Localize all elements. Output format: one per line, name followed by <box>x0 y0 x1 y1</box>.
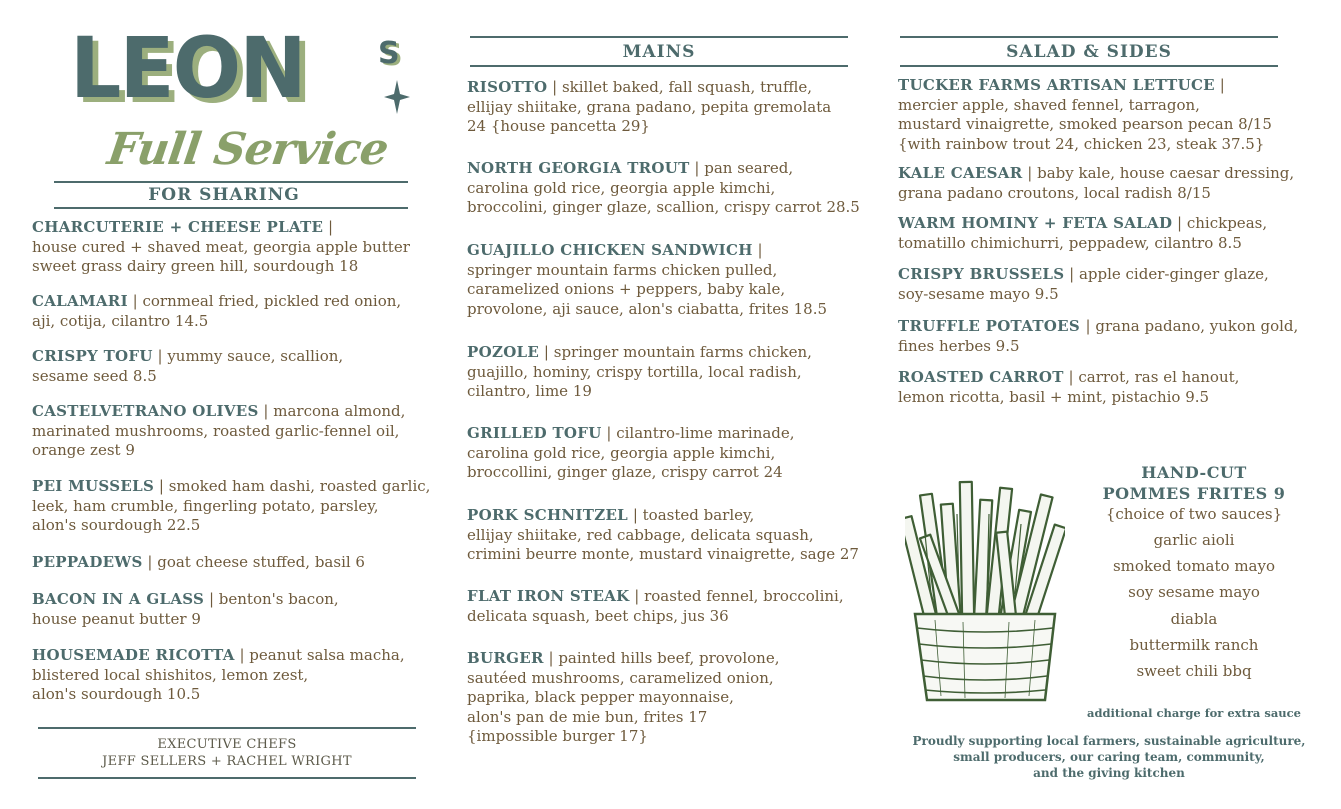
menu-item-description: baby kale, house caesar dressing, <box>1037 164 1295 182</box>
sauce-option: garlic aioli <box>1153 531 1235 549</box>
separator: | <box>1214 76 1225 94</box>
menu-item-description: guajillo, hominy, crispy tortilla, local radish, <box>467 362 802 381</box>
menu-item-description: grana padano croutons, local radish 8/15 <box>898 183 1211 202</box>
section-title-mains: MAINS <box>622 42 696 62</box>
menu-item-description: sweet grass dairy green hill, sourdough 18 <box>32 257 359 275</box>
menu-item <box>467 78 831 137</box>
separator: | <box>258 402 274 420</box>
separator: | <box>204 590 219 608</box>
footer-line: and the giving kitchen <box>1033 766 1185 780</box>
chefs-title: EXECUTIVE CHEFS <box>157 737 297 752</box>
menu-item-description: painted hills beef, provolone, <box>558 649 780 667</box>
menu-item-name: GRILLED TOFU <box>467 424 602 442</box>
menu-item-name: ROASTED CARROT <box>898 368 1064 386</box>
separator: | <box>234 646 250 664</box>
menu-item <box>898 164 1294 203</box>
menu-item-line <box>32 292 401 312</box>
menu-item-description: roasted fennel, broccolini, <box>644 587 844 605</box>
menu-item <box>32 590 339 629</box>
menu-item <box>467 343 812 402</box>
chefs-names: JEFF SELLERS + RACHEL WRIGHT <box>102 754 352 769</box>
menu-item-description: paprika, black pepper mayonnaise, <box>467 688 734 706</box>
menu-item-description: marinated mushrooms, roasted garlic-fennel oil, <box>32 421 400 440</box>
section-title-sharing: FOR SHARING <box>148 185 300 205</box>
menu-item-description: carolina gold rice, georgia apple kimchi, <box>467 443 776 462</box>
divider <box>38 727 416 729</box>
separator: | <box>1063 368 1079 386</box>
separator: | <box>152 347 168 365</box>
menu-item-description: chickpeas, <box>1186 214 1268 232</box>
logo-subtitle: Full Service <box>104 124 391 175</box>
menu-item-description: delicata squash, beet chips, jus 36 <box>467 606 729 625</box>
menu-item <box>467 649 779 747</box>
menu-item <box>467 587 844 626</box>
menu-item-name: POZOLE <box>467 343 540 361</box>
menu-item-description: soy-sesame mayo 9.5 <box>898 284 1059 303</box>
menu-item-line <box>898 76 1272 96</box>
separator: | <box>629 587 645 605</box>
menu-item-description: apple cider-ginger glaze, <box>1078 265 1269 283</box>
menu-item-description: sautéed mushrooms, caramelized onion, <box>467 668 774 687</box>
sauce-option: soy sesame mayo <box>1128 583 1260 602</box>
menu-item-description: cilantro-lime marinade, <box>616 424 795 442</box>
menu-item-description: peanut salsa macha, <box>249 646 405 664</box>
menu-item-description: house cured + shaved meat, georgia apple butter <box>32 237 410 256</box>
divider <box>470 36 848 38</box>
menu-item-description: springer mountain farms chicken pulled, <box>467 260 778 279</box>
menu-item-line <box>32 347 343 367</box>
section-title-salads: SALAD & SIDES <box>1006 42 1172 62</box>
menu-item-description: provolone, aji sauce, alon's ciabatta, frites 18.5 <box>467 299 828 318</box>
menu-item-name: TUCKER FARMS ARTISAN LETTUCE <box>898 76 1215 94</box>
menu-item-description: toasted barley, <box>642 506 755 524</box>
separator: | <box>628 506 643 524</box>
menu-item-description: springer mountain farms chicken, <box>553 343 812 361</box>
menu-item <box>898 214 1267 253</box>
menu-item-name: RISOTTO <box>467 78 548 96</box>
divider <box>900 36 1278 38</box>
menu-item <box>898 265 1269 304</box>
divider <box>38 777 416 779</box>
menu-item <box>898 76 1272 154</box>
separator: | <box>1022 164 1038 182</box>
menu-item-line <box>467 343 812 363</box>
logo-possessive: S <box>378 36 400 71</box>
menu-item <box>32 347 343 386</box>
menu-item-name: NORTH GEORGIA TROUT <box>467 159 690 177</box>
separator: | <box>142 553 158 571</box>
menu-item-line <box>32 402 405 422</box>
menu-item-description: alon's sourdough 22.5 <box>32 516 201 534</box>
sparkle-icon <box>384 80 410 114</box>
menu-item-description: mustard vinaigrette, smoked pearson pecan 8/15 <box>898 115 1272 133</box>
menu-item-description: sesame seed 8.5 <box>32 366 157 385</box>
separator: | <box>323 218 334 236</box>
menu-item-description: {with rainbow trout 24, chicken 23, steak 37.5} <box>898 134 1265 153</box>
menu-item <box>32 646 405 705</box>
separator: | <box>539 343 554 361</box>
separator: | <box>547 78 562 96</box>
menu-item-description: orange zest 9 <box>32 441 135 459</box>
fries-sauce-choice: {choice of two sauces} <box>1105 505 1283 523</box>
menu-item <box>32 292 401 331</box>
menu-item-description: carrot, ras el hanout, <box>1078 368 1240 386</box>
menu-item-name: WARM HOMINY + FETA SALAD <box>898 214 1173 232</box>
divider <box>470 65 848 67</box>
menu-item-line <box>467 649 779 669</box>
menu-item-name: GUAJILLO CHICKEN SANDWICH <box>467 241 753 259</box>
menu-item-name: CASTELVETRANO OLIVES <box>32 402 259 420</box>
fries-cup-illustration <box>905 474 1065 706</box>
menu-item-description: alon's sourdough 10.5 <box>32 685 201 703</box>
menu-item-description: grana padano, yukon gold, <box>1095 317 1299 335</box>
menu-item-description: leek, ham crumble, fingerling potato, parsley, <box>32 496 379 515</box>
menu-item-name: BACON IN A GLASS <box>32 590 205 608</box>
menu-item <box>898 317 1298 356</box>
fries-title: HAND-CUT <box>1141 463 1247 482</box>
menu-item-description: {impossible burger 17} <box>467 727 648 745</box>
menu-item-description: crimini beurre monte, mustard vinaigrette, sage 27 <box>467 545 859 563</box>
menu-item-description: goat cheese stuffed, basil 6 <box>157 553 365 571</box>
menu-item-name: CRISPY TOFU <box>32 347 153 365</box>
separator: | <box>1064 265 1079 283</box>
menu-item-description: aji, cotija, cilantro 14.5 <box>32 311 209 330</box>
menu-item-name: KALE CAESAR <box>898 164 1023 182</box>
footer-line: small producers, our caring team, community, <box>953 750 1265 764</box>
menu-item-description: ellijay shiitake, red cabbage, delicata squash, <box>467 525 814 544</box>
divider <box>54 207 408 209</box>
extra-sauce-note: additional charge for extra sauce <box>1087 706 1301 720</box>
menu-item-line <box>32 553 365 573</box>
menu-item-description: ellijay shiitake, grana padano, pepita gremolata <box>467 97 832 116</box>
menu-item <box>32 218 410 277</box>
menu-item-description: fines herbes 9.5 <box>898 336 1020 355</box>
separator: | <box>543 649 559 667</box>
menu-item-name: TRUFFLE POTATOES <box>898 317 1086 335</box>
menu-item <box>32 477 430 536</box>
menu-item-description: broccollini, ginger glaze, crispy carrot 24 <box>467 463 783 481</box>
menu-item-line <box>467 241 827 261</box>
menu-item-description: smoked ham dashi, roasted garlic, <box>168 477 431 495</box>
menu-item-line <box>32 477 430 497</box>
menu-item-description: pan seared, <box>704 159 794 177</box>
menu-item-description: tomatillo chimichurri, peppadew, cilantro 8.5 <box>898 233 1242 252</box>
menu-item-line <box>898 214 1267 234</box>
menu-item-description: 24 {house pancetta 29} <box>467 117 650 135</box>
fries-title-price: POMMES FRITES 9 <box>1102 484 1286 503</box>
menu-item-description: broccolini, ginger glaze, scallion, crispy carrot 28.5 <box>467 198 860 216</box>
menu-item-description: marcona almond, <box>273 402 406 420</box>
separator: | <box>1172 214 1187 232</box>
menu-item <box>32 553 365 573</box>
menu-item-line <box>32 590 339 610</box>
menu-item-description: skillet baked, fall squash, truffle, <box>561 78 813 96</box>
menu-item-description: alon's pan de mie bun, frites 17 <box>467 707 708 726</box>
separator: | <box>752 241 763 259</box>
menu-item-line <box>467 587 844 607</box>
menu-item-description: lemon ricotta, basil + mint, pistachio 9.5 <box>898 387 1210 406</box>
menu-item-name: PORK SCHNITZEL <box>467 506 629 524</box>
menu-item-name: PEPPADEWS <box>32 553 143 571</box>
menu-item-name: BURGER <box>467 649 544 667</box>
menu-item-description: house peanut butter 9 <box>32 609 201 628</box>
menu-item-line <box>467 159 860 179</box>
separator: | <box>1085 317 1096 335</box>
sauce-option: diabla <box>1170 609 1218 628</box>
divider <box>900 65 1278 67</box>
menu-item-description: blistered local shishitos, lemon zest, <box>32 665 309 684</box>
menu-item-line <box>467 506 859 526</box>
menu-item-name: FLAT IRON STEAK <box>467 587 630 605</box>
divider <box>54 181 408 183</box>
menu-item <box>467 506 859 565</box>
sauce-option: smoked tomato mayo <box>1112 557 1275 576</box>
menu-item-line <box>32 646 405 666</box>
menu-item-description: benton's bacon, <box>218 590 339 608</box>
menu-item-description: caramelized onions + peppers, baby kale, <box>467 280 786 298</box>
menu-item-description: cilantro, lime 19 <box>467 382 592 400</box>
menu-item <box>32 402 405 461</box>
menu-item-description: yummy sauce, scallion, <box>167 347 344 365</box>
separator: | <box>689 159 705 177</box>
menu-item-description: mercier apple, shaved fennel, tarragon, <box>898 95 1200 114</box>
menu-item-line <box>898 368 1239 388</box>
menu-item-name: CRISPY BRUSSELS <box>898 265 1065 283</box>
separator: | <box>154 477 169 495</box>
menu-item-line <box>898 265 1269 285</box>
menu-item <box>467 159 860 218</box>
menu-item-name: HOUSEMADE RICOTTA <box>32 646 235 664</box>
menu-item-line <box>467 78 831 98</box>
menu-item-line <box>898 164 1294 184</box>
menu-item-line <box>467 424 795 444</box>
menu-item <box>467 241 827 319</box>
menu-item-line <box>898 317 1298 337</box>
menu-item-name: CHARCUTERIE + CHEESE PLATE <box>32 218 324 236</box>
separator: | <box>127 292 143 310</box>
menu-item-description: cornmeal fried, pickled red onion, <box>142 292 402 310</box>
menu-item <box>898 368 1239 407</box>
menu-item <box>467 424 795 483</box>
menu-item-description: carolina gold rice, georgia apple kimchi, <box>467 178 776 197</box>
footer-line: Proudly supporting local farmers, sustainable agriculture, <box>912 734 1306 748</box>
separator: | <box>601 424 617 442</box>
sauce-option: sweet chili bbq <box>1136 662 1252 680</box>
logo-word: LEON <box>70 19 305 117</box>
menu-item-name: CALAMARI <box>32 292 128 310</box>
sauce-option: buttermilk ranch <box>1129 635 1259 654</box>
menu-item-name: PEI MUSSELS <box>32 477 155 495</box>
menu-item-line <box>32 218 410 238</box>
